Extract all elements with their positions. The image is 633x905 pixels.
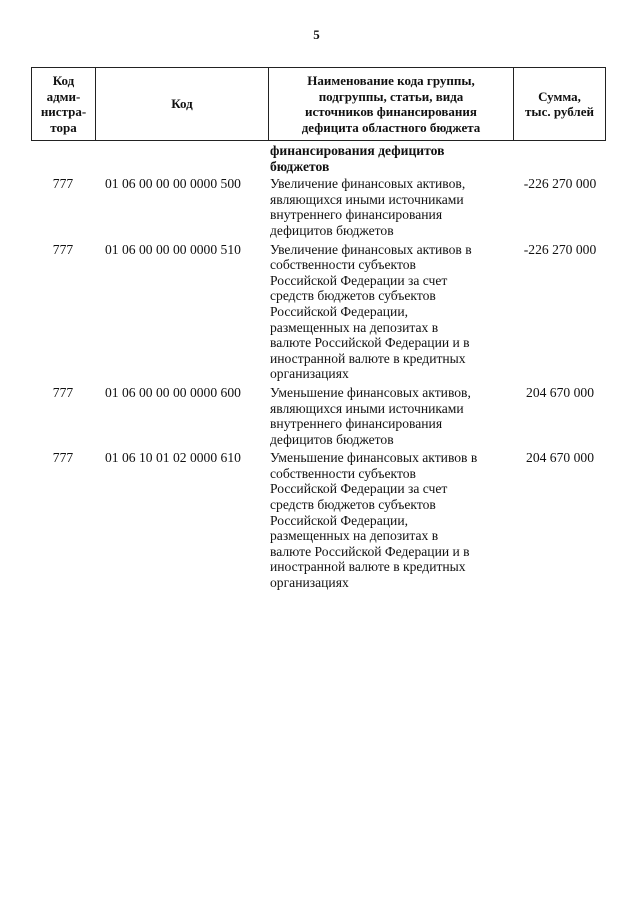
header-admin-code: Код адми- нистра- тора <box>32 68 96 141</box>
admin-code-cell: 777 <box>52 384 74 400</box>
name-line: Уменьшение финансовых активов в <box>270 450 478 466</box>
continuation-text: финансирования дефицитов бюджетов <box>270 143 445 174</box>
name-line: Российской Федерации, <box>270 512 408 528</box>
name-line: Российской Федерации за счет <box>270 481 448 497</box>
name-line: организациях <box>270 575 349 591</box>
name-line: внутреннего финансирования <box>270 416 443 432</box>
table-row <box>31 176 606 238</box>
page-number: 5 <box>313 27 320 42</box>
admin-code-cell: 777 <box>52 241 74 257</box>
name-line: внутреннего финансирования <box>270 207 443 223</box>
table-row <box>31 385 606 447</box>
name-line: валюте Российской Федерации и в <box>270 543 470 559</box>
header-name: Наименование кода группы, подгруппы, статьи, вида источников финансирования дефицита областного бюджета <box>269 68 514 141</box>
name-line: организациях <box>270 366 349 382</box>
code-cell: 01 06 10 01 02 0000 610 <box>105 450 241 466</box>
name-line: Увеличение финансовых активов в <box>270 241 472 257</box>
code-cell: 01 06 00 00 00 0000 600 <box>105 384 241 400</box>
name-cell <box>270 176 514 238</box>
name-line: иностранной валюте в кредитных <box>270 350 466 366</box>
name-line: размещенных на депозитах в <box>270 528 439 544</box>
name-line: являющихся иными источниками <box>270 400 464 416</box>
header-sum: Сумма, тыс. рублей <box>514 68 606 141</box>
name-cell <box>270 242 514 382</box>
name-line: Российской Федерации за счет <box>270 272 448 288</box>
admin-code-cell: 777 <box>52 176 74 192</box>
table-body <box>31 143 606 594</box>
name-line: Увеличение финансовых активов, <box>270 176 466 192</box>
name-line: являющихся иными источниками <box>270 191 464 207</box>
table-row <box>31 450 606 590</box>
sum-cell: 204 670 000 <box>526 384 594 400</box>
name-line: иностранной валюте в кредитных <box>270 559 466 575</box>
sum-cell: -226 270 000 <box>523 176 597 192</box>
table-header <box>31 67 606 141</box>
admin-code-cell: 777 <box>52 450 74 466</box>
name-line: дефицитов бюджетов <box>270 431 394 447</box>
name-line: средств бюджетов субъектов <box>270 497 436 513</box>
name-line: средств бюджетов субъектов <box>270 288 436 304</box>
name-cell <box>270 385 514 447</box>
name-line: собственности субъектов <box>270 465 416 481</box>
header-code: Код <box>96 68 269 141</box>
name-line: размещенных на депозитах в <box>270 319 439 335</box>
sum-cell: 204 670 000 <box>526 450 594 466</box>
name-line: Уменьшение финансовых активов, <box>270 384 471 400</box>
sum-cell: -226 270 000 <box>523 241 597 257</box>
name-cell <box>270 450 514 590</box>
code-cell: 01 06 00 00 00 0000 500 <box>105 176 241 192</box>
name-line: валюте Российской Федерации и в <box>270 335 470 351</box>
table-row <box>31 242 606 382</box>
name-line: дефицитов бюджетов <box>270 222 394 238</box>
code-cell: 01 06 00 00 00 0000 510 <box>105 241 241 257</box>
name-line: собственности субъектов <box>270 257 416 273</box>
name-line: Российской Федерации, <box>270 303 408 319</box>
